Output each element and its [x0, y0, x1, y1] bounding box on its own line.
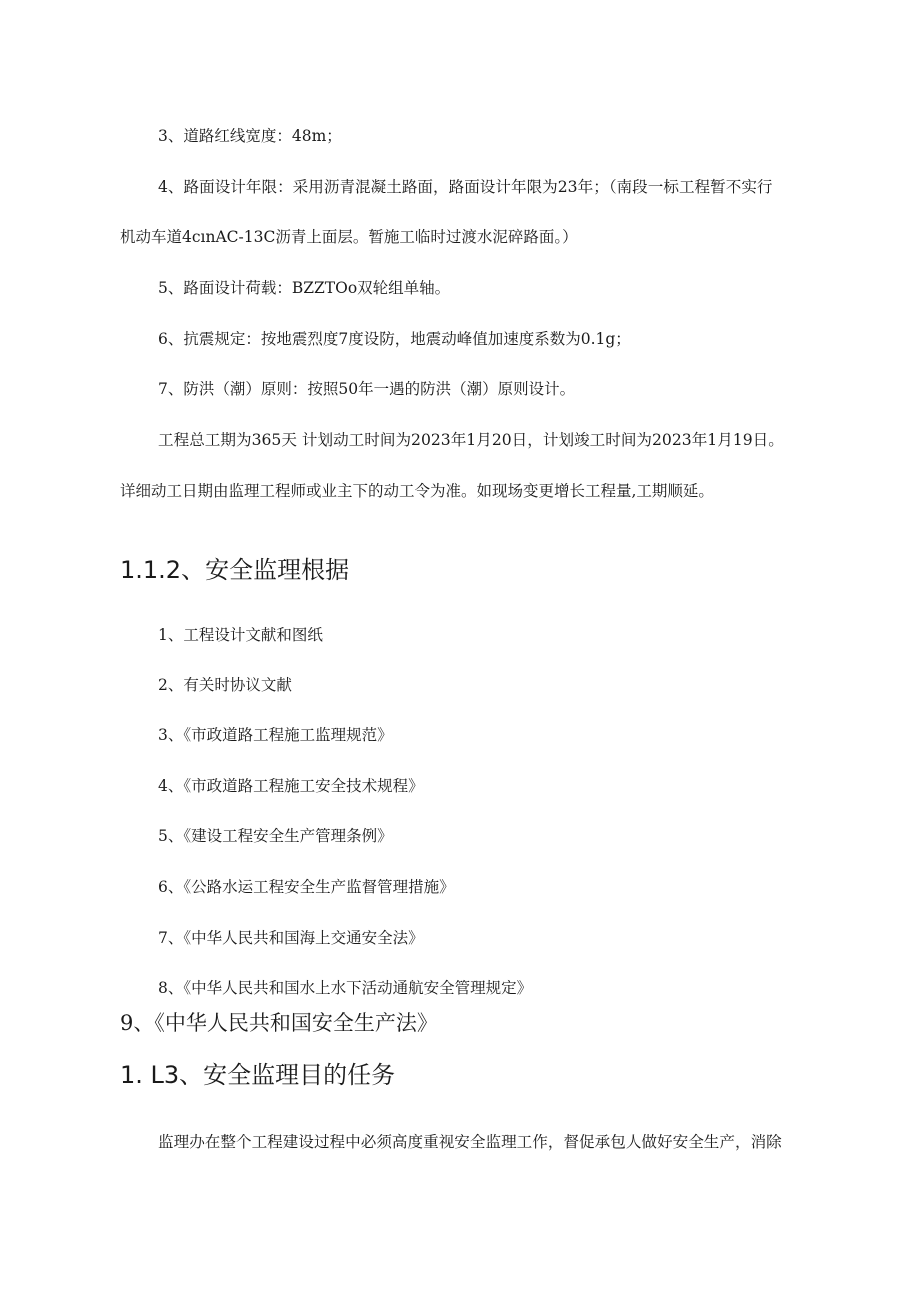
tasks-paragraph: 监理办在整个工程建设过程中必须高度重视安全监理工作，督促承包人做好安全生产，消除 — [158, 1133, 782, 1151]
basis-item-6: 6、《公路水运工程安全生产监督管理措施》 — [158, 878, 455, 896]
basis-item-7: 7、《中华人民共和国海上交通安全法》 — [158, 929, 424, 947]
list-item-design-load: 5、路面设计荷载：BZZTOo双轮组单轴。 — [158, 279, 451, 297]
list-item-pavement-design-life: 4、路面设计年限：采用沥青混凝土路面，路面设计年限为23年；（南段一标工程暂不实行 — [158, 178, 773, 196]
section-heading-safety-tasks: 1. L3、安全监理目的任务 — [120, 1061, 396, 1089]
basis-item-5: 5、《建设工程安全生产管理条例》 — [158, 827, 393, 845]
basis-item-3: 3、《市政道路工程施工监理规范》 — [158, 726, 393, 744]
section-heading-safety-basis: 1.1.2、安全监理根据 — [120, 556, 350, 584]
basis-item-8: 8、《中华人民共和国水上水下活动通航安全管理规定》 — [158, 979, 533, 997]
list-item-pavement-continuation: 机动车道4cınAC-13C沥青上面层。暂施工临时过渡水泥碎路面。） — [120, 228, 578, 246]
schedule-paragraph-line-2: 详细动工日期由监理工程师或业主下的动工令为准。如现场变更增长工程量,工期顺延。 — [120, 482, 714, 500]
list-item-seismic: 6、抗震规定：按地震烈度7度设防，地震动峰值加速度系数为0.1g； — [158, 330, 631, 348]
basis-item-1: 1、工程设计文献和图纸 — [158, 626, 323, 644]
basis-item-4: 4、《市政道路工程施工安全技术规程》 — [158, 777, 424, 795]
schedule-paragraph-line-1: 工程总工期为365天 计划动工时间为2023年1月20日，计划竣工时间为2023年1月19日。 — [158, 431, 784, 449]
list-item-red-line-width: 3、道路红线宽度：48m； — [158, 127, 342, 145]
basis-item-9: 9、《中华人民共和国安全生产法》 — [120, 1011, 438, 1035]
list-item-flood-control: 7、防洪（潮）原则：按照50年一遇的防洪（潮）原则设计。 — [158, 380, 576, 398]
basis-item-2: 2、有关时协议文献 — [158, 676, 292, 694]
